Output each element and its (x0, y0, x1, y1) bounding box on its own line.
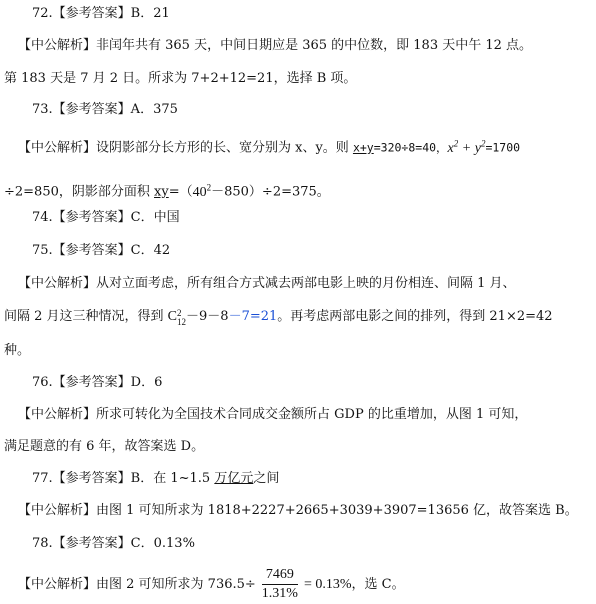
answer-77-a: 77.【参考答案】B．在 1~1.5 (32, 471, 215, 486)
forty-base: 40 (192, 184, 207, 200)
explanation-75-line2-c: 。再考虑两部电影之间的排列，得到 21×2=42 (277, 309, 553, 325)
forty-squared: $40^2$ (192, 182, 212, 200)
answer-72: 72.【参考答案】B．21 (32, 6, 170, 21)
equation-x2-y2: $x^2 + y^2$ (447, 138, 486, 156)
explanation-73-line2 (4, 178, 330, 202)
explanation-72-line2: 第 183 天是 7 月 2 日。所求为 7+2+12=21，选择 B 项。 (4, 71, 357, 86)
explanation-75-line1: 【中公解析】从对立面考虑，所有组合方式减去两部电影上映的月份相连、间隔 1 月、 (18, 276, 516, 291)
explanation-73-line2-b: =（ (168, 184, 193, 200)
explanation-75-line2-a: 间隔 2 月这三种情况，得到 (4, 309, 168, 325)
x-plus-y: x+y (352, 140, 374, 155)
answer-77-unit: 万亿元 (214, 471, 254, 486)
xy-product: xy (154, 184, 169, 200)
equation-result: =1700 (485, 140, 521, 155)
explanation-73-text-b: =320÷8=40， (373, 140, 448, 155)
fraction-denominator: 1.31% (261, 586, 298, 601)
explanation-75-line2-blue: －7=21 (228, 309, 278, 325)
combination-sub: 12 (177, 317, 187, 327)
explanation-73-line1 (18, 134, 520, 158)
explanation-78-result: = 0.13% (303, 577, 352, 592)
fraction (258, 567, 302, 602)
answer-74: 74.【参考答案】C．中国 (32, 210, 180, 225)
explanation-77: 【中公解析】由图 1 可知所求为 1818+2227+2665+3039+3907=13656 亿，故答案选 B。 (18, 503, 578, 518)
explanation-73-text-a: 【中公解析】设阴影部分长方形的长、宽分别为 x、y。则 (18, 140, 353, 156)
combination-sup: 2 (177, 308, 182, 318)
explanation-78 (18, 567, 405, 602)
explanation-78-c: ，选 C。 (351, 577, 405, 592)
answer-75: 75.【参考答案】C．42 (32, 243, 171, 258)
answer-76: 76.【参考答案】D．6 (32, 375, 163, 390)
explanation-75-line2 (4, 308, 553, 326)
explanation-73-line2-a: ÷2=850，阴影部分面积 (4, 184, 155, 200)
explanation-75-line3: 种。 (4, 343, 31, 358)
explanation-78-a: 【中公解析】由图 2 可知所求为 736.5÷ (18, 577, 256, 592)
answer-73: 73.【参考答案】A．375 (32, 102, 178, 117)
explanation-72-line1: 【中公解析】非闰年共有 365 天，中间日期应是 365 的中位数，即 183 天中午 12 点。 (18, 38, 533, 53)
explanation-76-line1: 【中公解析】所求可转化为全国技术合同成交金额所占 GDP 的比重增加，从图 1 可知， (18, 407, 528, 422)
answer-77 (32, 470, 279, 488)
answer-77-b: 之间 (253, 471, 280, 486)
explanation-76-line2: 满足题意的有 6 年，故答案选 D。 (4, 439, 205, 454)
answer-78: 78.【参考答案】C．0.13% (32, 536, 195, 551)
combination-symbol: C 2 12 (167, 308, 187, 327)
explanation-75-line2-b: －9－8 (186, 309, 229, 325)
fraction-numerator: 7469 (262, 567, 298, 585)
explanation-73-line2-c: －850）÷2=375。 (211, 184, 330, 200)
